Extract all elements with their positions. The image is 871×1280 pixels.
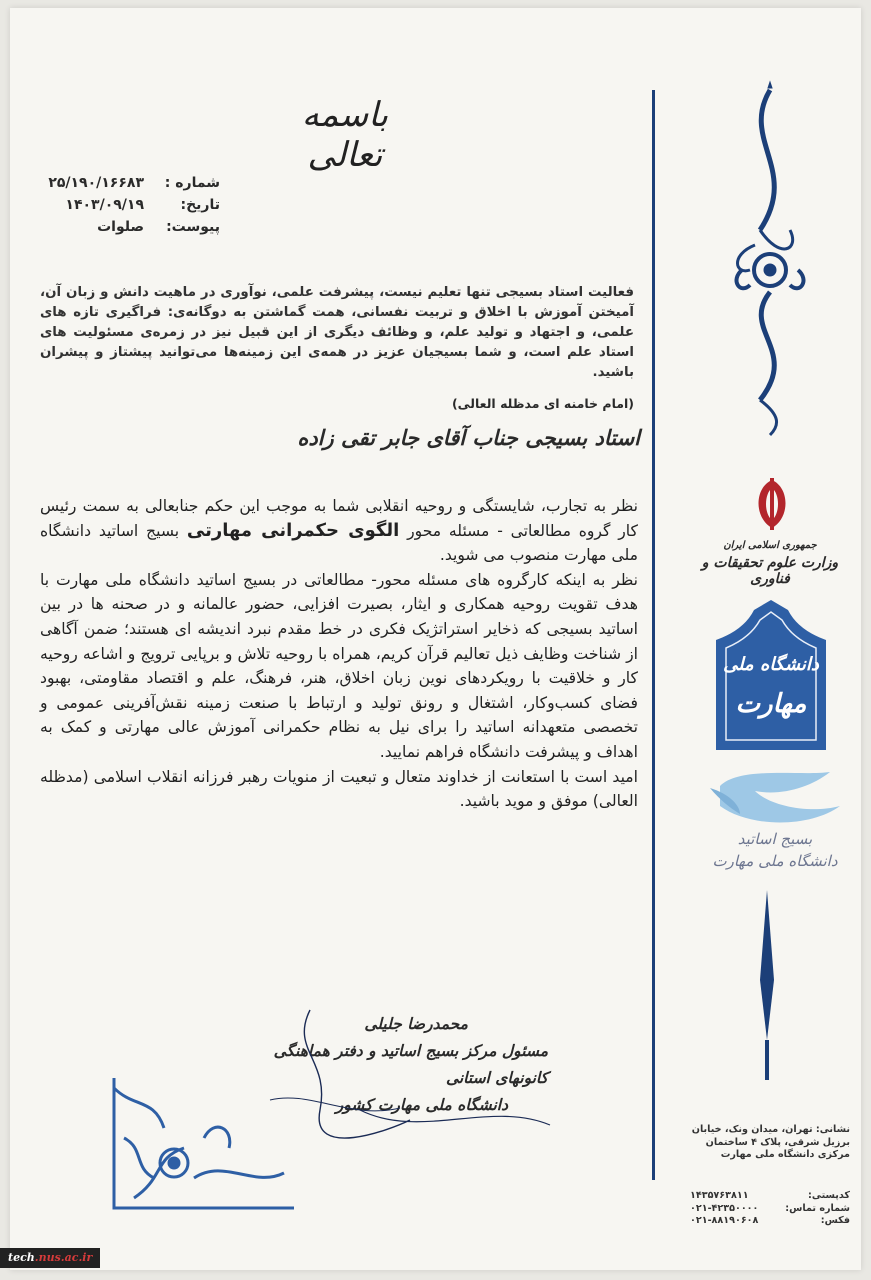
- signer-name: محمدرضا جلیلی: [364, 1014, 468, 1033]
- date-row: [50, 194, 220, 216]
- republic-label: جمهوری اسلامی ایران: [723, 540, 817, 551]
- basij-wave-logo: [700, 766, 850, 836]
- attachment-row: [50, 216, 220, 238]
- invocation-calligraphy: باسمه تعالی: [301, 95, 389, 175]
- contact-info: [690, 1190, 850, 1228]
- fax-label: فکس:: [820, 1215, 850, 1226]
- quote-author: (امام خامنه ای مدظله العالی): [451, 396, 634, 411]
- signer-title-1: مسئول مرکز بسیج اساتید و دفتر هماهنگی کانونهای استانی: [273, 1041, 548, 1087]
- divider-line: [652, 90, 655, 1180]
- university-logo: [704, 600, 838, 750]
- postal-row: [690, 1190, 850, 1203]
- basij-logo-text: [700, 828, 850, 872]
- ministry-label: وزارت علوم تحقیقات و فناوری: [701, 555, 839, 587]
- fax-row: [690, 1215, 850, 1228]
- uni-logo-line1: دانشگاه ملی: [723, 654, 819, 675]
- p1-highlight: الگوی حکمرانی مهارتی: [186, 519, 400, 541]
- p1-text-b: بسیج اساتید دانشگاه ملی مهارت منصوب می شوید.: [40, 521, 638, 565]
- watermark-part-2: .nus.ac.ir: [34, 1251, 93, 1264]
- corner-floral-ornament-icon: [104, 1068, 304, 1218]
- signer-title-2: دانشگاه ملی مهارت کشور: [335, 1095, 508, 1114]
- letter-body: [40, 494, 638, 814]
- ministry-title: [690, 540, 850, 587]
- phone-row: [690, 1203, 850, 1216]
- p1-text-a: نظر به تجارب، شایستگی و روحیه انقلابی شما به موجب این حکم جنابعالی به سمت رئیس کار گروه مطالعاتی - مسئله محور: [40, 497, 638, 540]
- phone-label: شماره تماس:: [785, 1202, 850, 1214]
- postal-label: کدپستی:: [808, 1190, 850, 1201]
- attachment-value: صلوات: [97, 219, 144, 235]
- phone-value: ۰۲۱-۴۲۳۵۰۰۰۰: [690, 1202, 759, 1214]
- site-watermark: [0, 1248, 100, 1268]
- leader-quote: فعالیت استاد بسیجی تنها تعلیم نیست، پیشرفت علمی، نوآوری در ماهیت دانش و زبان آن، آمیختن آموزش با اخلاق و تربیت نفسانی، همت گماشتن به دوگانه‌ی: فراگیری تازه های علمی، و اجتهاد و تولید علم، و وظائف دیگری از این قبیل نیز در زمره‌ی مسئولیت های استاد علم است، و شما بسیجیان عزیز در همه‌ی این زمینه‌ها می‌توانید پیشتاز و پیشران باشید.: [40, 285, 634, 380]
- watermark-part-1: tech: [8, 1251, 35, 1264]
- postal-value: ۱۴۳۵۷۶۳۸۱۱: [690, 1190, 749, 1201]
- basij-line-1: بسیج اساتید: [737, 830, 813, 848]
- body-paragraph-3: امید است با استعانت از خداوند متعال و تبعیت از منویات رهبر فرزانه انقلاب اسلامی (مدظله العالی) موفق و موید باشید.: [40, 767, 638, 811]
- basij-line-2: دانشگاه ملی مهارت: [712, 852, 838, 870]
- body-paragraph-1: [40, 494, 638, 568]
- floral-ornament-icon: [720, 80, 820, 440]
- number-label: شماره :: [164, 175, 220, 191]
- iran-emblem-icon: [742, 474, 802, 534]
- attachment-label: پیوست:: [166, 219, 220, 235]
- date-label: تاریخ:: [180, 197, 220, 213]
- body-paragraph-2: نظر به اینکه کارگروه های مسئله محور- مطالعاتی در بسیج اساتید دانشگاه ملی مهارت با هدف تقویت روحیه همکاری و ایثار، بصیرت افزایی، حضور عالمانه و در صحنه ها در بین اساتید بسیجی که ذخایر استراتژیک فکری در خط مقدم نبرد اندیشه ای هستند؛ ضمن آگاهی از شناخت وظایف ذیل تعالیم قرآن کریم، همراه با روحیه تلاش و برپایی ترویج و اشاعه روحیه کار و خلاقیت با رویکردهای نوین زبان اخلاق، هنر، فرهنگ، علم و اقتصاد مقاومتی، بهبود فضای کسب‌وکار، اشتغال و رونق تولید و ارتباط با صنعت زمینه نقش‌آفرینی عمومی و تخصصی متعهدانه اساتید را برای نیل به نظام حکمرانی آموزش عالی مهارتی و کمک به اهداف و پیشرفت دانشگاه فراهم نمایید.: [40, 570, 638, 761]
- fax-value: ۰۲۱-۸۸۱۹۰۶۰۸: [690, 1215, 759, 1226]
- address-text: نشانی: تهران، میدان ونک، خیابان برزیل شرقی، پلاک ۴ ساختمان مرکزی دانشگاه ملی مهارت: [691, 1124, 850, 1160]
- recipient-line: استاد بسیجی جناب آقای جابر تقی زاده: [297, 425, 640, 450]
- vertical-ornament-icon: [752, 890, 782, 1080]
- date-value: ۱۴۰۳/۰۹/۱۹: [65, 197, 144, 213]
- uni-logo-line2: مهارت: [735, 689, 807, 719]
- number-row: [50, 172, 220, 194]
- letter-meta: [50, 172, 220, 238]
- number-value: ۲۵/۱۹۰/۱۶۶۸۳: [48, 175, 144, 191]
